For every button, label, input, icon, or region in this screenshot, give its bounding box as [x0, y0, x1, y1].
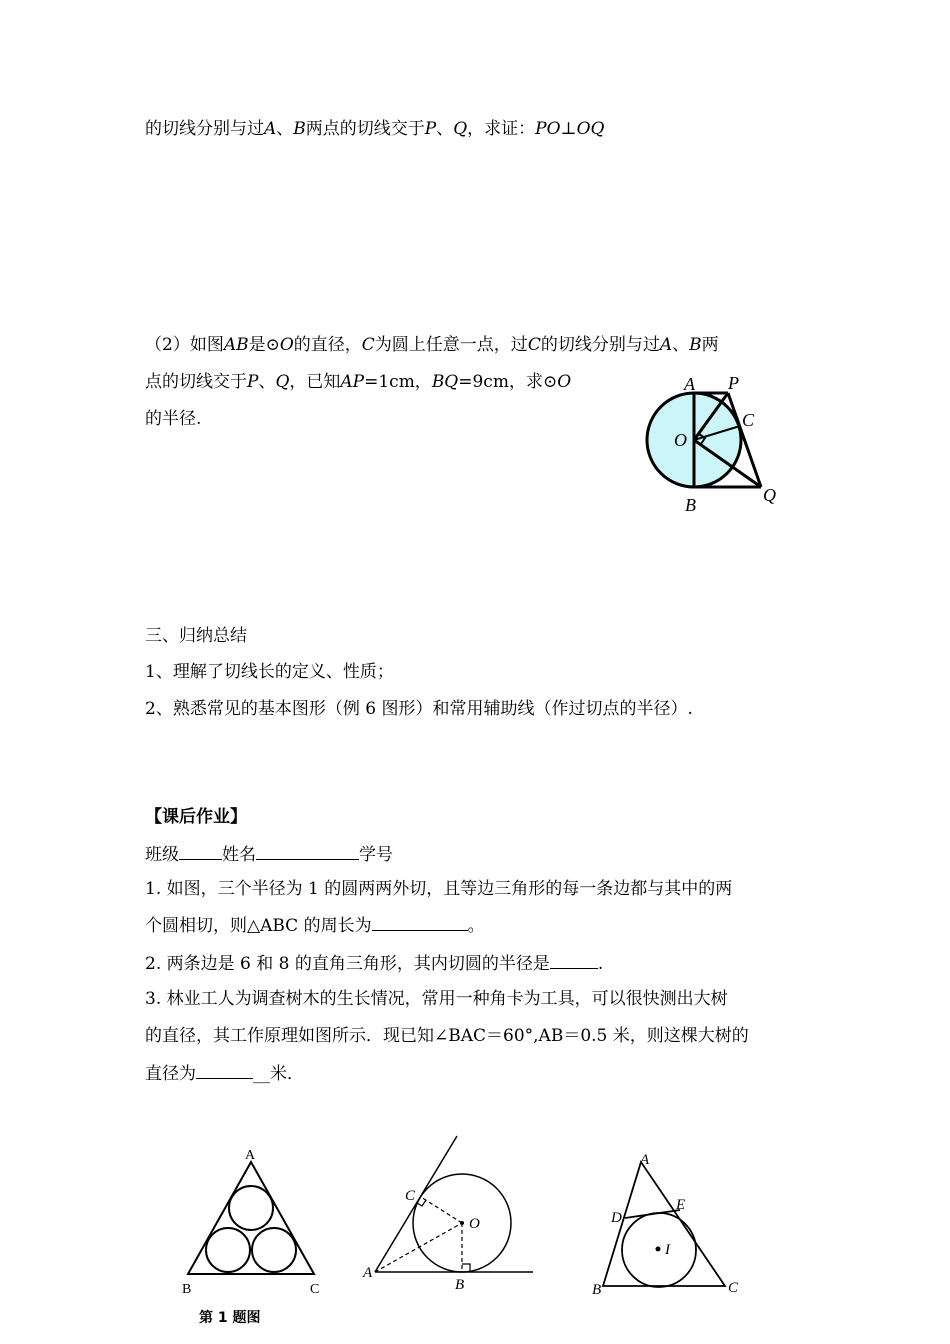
fig1-label-b: B	[182, 1282, 192, 1297]
label-c: C	[742, 410, 755, 430]
figure-1-caption: 第 1 题图	[199, 1310, 261, 1326]
tangent-figure	[630, 370, 800, 520]
fig3-label-e: E	[676, 1197, 686, 1213]
label-o: O	[674, 430, 687, 450]
q2-answer-blank[interactable]	[550, 952, 598, 969]
fig3-label-b: B	[592, 1282, 602, 1298]
proof-statement: 的切线分别与过A、B两点的切线交于P、Q，求证：PO⊥OQ	[145, 119, 605, 139]
fig1-label-c: C	[310, 1282, 320, 1297]
fig2-label-a: A	[363, 1265, 373, 1281]
summary-heading: 三、归纳总结	[145, 626, 247, 646]
fig1-label-a: A	[245, 1148, 256, 1163]
question-1-line2: 个圆相切，则△ABC 的周长为 。	[145, 916, 485, 936]
figure-2-angle-gauge	[355, 1130, 545, 1295]
fig3-label-d: D	[611, 1210, 622, 1226]
student-info-line: 班级 姓名 学号	[145, 845, 393, 865]
fig2-label-c: C	[405, 1188, 416, 1204]
fig2-label-o: O	[469, 1216, 480, 1232]
question-3-line2: 的直径，其工作原理如图所示．现已知∠BAC＝60°,AB＝0.5 米，则这棵大树的	[145, 1026, 749, 1046]
q1-answer-blank[interactable]	[372, 914, 468, 931]
question-3-line1: 3. 林业工人为调查树木的生长情况，常用一种角卡为工具，可以很快测出大树	[145, 989, 728, 1009]
homework-title: 【课后作业】	[145, 807, 247, 827]
problem-2-line1: （2）如图AB是⊙O的直径，C为圆上任意一点，过C的切线分别与过A、B两	[145, 335, 719, 355]
question-3-line3: 直径为 __米．	[145, 1064, 304, 1084]
name-blank[interactable]	[256, 843, 359, 860]
q3-answer-blank[interactable]	[196, 1062, 253, 1079]
summary-item-2: 2、熟悉常见的基本图形（例 6 图形）和常用辅助线（作过切点的半径）.	[145, 699, 693, 719]
class-blank[interactable]	[179, 843, 222, 860]
question-1-line1: 1. 如图，三个半径为 1 的圆两两外切，且等边三角形的每一条边都与其中的两	[145, 879, 733, 899]
problem-2-line2: 点的切线交于P、Q，已知AP=1cm，BQ=9cm，求⊙O	[145, 372, 572, 392]
summary-item-1: 1、理解了切线长的定义、性质；	[145, 662, 394, 682]
label-b: B	[685, 495, 696, 515]
question-2: 2. 两条边是 6 和 8 的直角三角形，其内切圆的半径是 .	[145, 954, 604, 974]
fig3-label-a: A	[640, 1152, 650, 1168]
figure-1-triangle-circles	[180, 1145, 330, 1295]
label-a: A	[684, 374, 695, 394]
figure-3-incircle	[585, 1148, 745, 1298]
fig3-label-i: I	[665, 1242, 670, 1258]
fig2-label-b: B	[455, 1277, 465, 1293]
fig3-label-c: C	[728, 1280, 739, 1296]
problem-2-line3: 的半径.	[145, 409, 202, 429]
label-q: Q	[763, 485, 776, 505]
label-p: P	[728, 373, 739, 393]
